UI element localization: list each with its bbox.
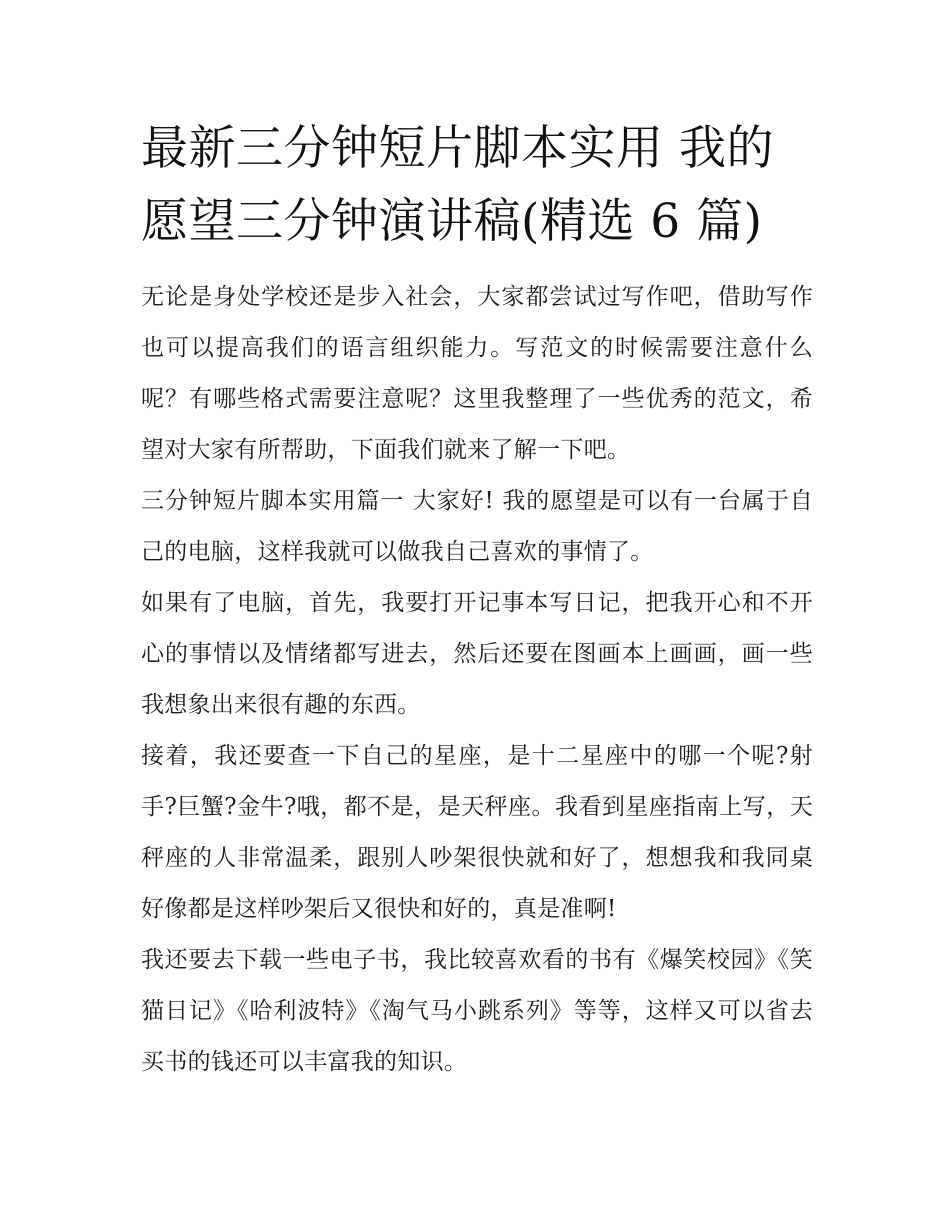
paragraph-3: 接着，我还要查一下自己的星座，是十二星座中的哪一个呢?射手?巨蟹?金牛?哦，都不是，是天秤座。我看到星座指南上写，天秤座的人非常温柔，跟别人吵架很快就和好了，想想我和我同桌好像都是这样吵架后又很快和好的，真是准啊! (141, 743, 813, 922)
document-title: 最新三分钟短片脚本实用 我的愿望三分钟演讲稿(精选 6 篇) (141, 121, 774, 249)
paragraph-intro: 无论是身处学校还是步入社会，大家都尝试过写作吧，借助写作也可以提高我们的语言组织能力。写范文的时候需要注意什么呢？有哪些格式需要注意呢？这里我整理了一些优秀的范文，希望对大家有所帮助，下面我们就来了解一下吧。 (141, 284, 813, 463)
paragraph-1: 三分钟短片脚本实用篇一 大家好! 我的愿望是可以有一台属于自己的电脑，这样我就可以做我自己喜欢的事情了。 (141, 488, 813, 565)
paragraph-2: 如果有了电脑，首先，我要打开记事本写日记，把我开心和不开心的事情以及情绪都写进去，然后还要在图画本上画画，画一些我想象出来很有趣的东西。 (141, 590, 813, 718)
document-body (141, 272, 813, 1088)
document-page (141, 112, 813, 1088)
paragraph-4: 我还要去下载一些电子书，我比较喜欢看的书有《爆笑校园》《笑猫日记》《哈利波特》《淘气马小跳系列》等等，这样又可以省去买书的钱还可以丰富我的知识。 (141, 947, 813, 1075)
